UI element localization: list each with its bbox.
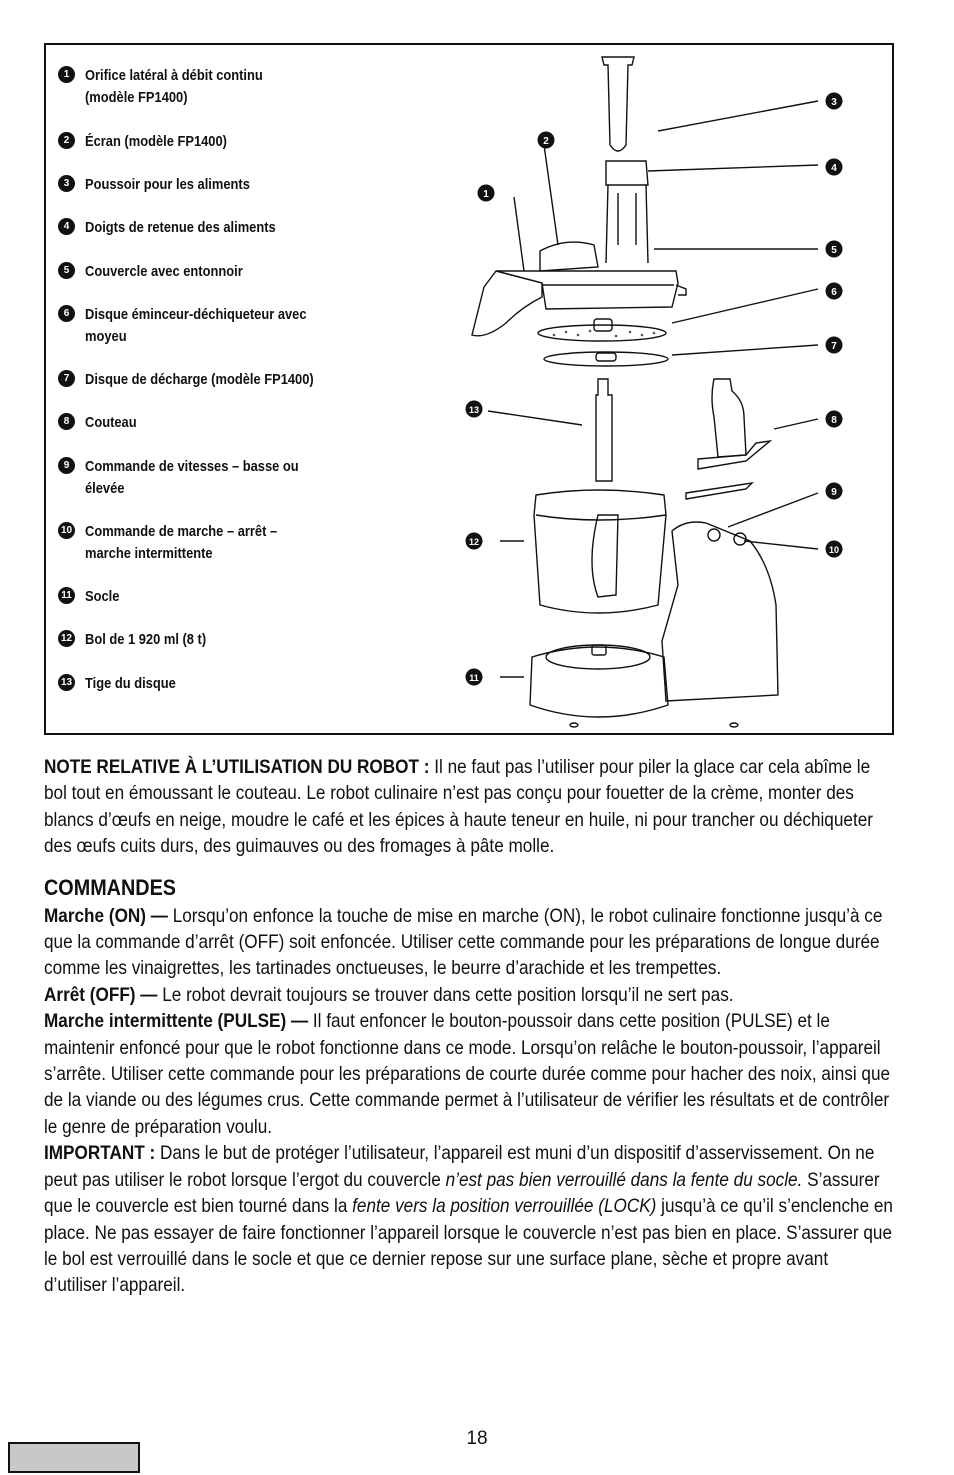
knife-part [712,379,746,457]
callout-12 [466,533,483,550]
controls-heading: COMMANDES [44,874,177,900]
part-number-badge: 4 [58,218,75,235]
screen-part [540,242,598,271]
part-item-5 [58,261,268,283]
part-item-7 [58,369,351,391]
part-item-10 [58,521,308,564]
callout-8 [826,411,843,428]
svg-text:13: 13 [468,405,480,415]
callout-markers [466,93,843,686]
important-text-3: jusqu’à ce qu’il s’enclenche en place. Ne pas essayer de faire fonctionner l’appareil lorsque le couvercle n’est pas bien en place. S’assurer que le bol est verrouillé dans le socle et que ce dernier repose sur une surface plane, sèche et propre avant d’utiliser l’appareil. [44,1195,893,1297]
slicing-disc-part [538,325,666,341]
important-title: IMPORTANT : [44,1142,156,1165]
part-number-badge: 7 [58,370,75,387]
part-label: Couvercle avec entonnoir [85,263,243,280]
part-number-badge: 10 [58,522,75,539]
part-item-11 [58,586,125,608]
part-label: Disque de décharge (modèle FP1400) [85,371,314,388]
ejector-disc-part [544,352,668,366]
part-item-13 [58,673,191,695]
part-label: Orifice latéral à débit continu (modèle FP1400) [85,67,263,106]
off-control-title: Arrêt (OFF) — [44,983,158,1006]
part-label: Disque éminceur-déchiqueteur avec moyeu [85,306,307,345]
part-label: Écran (modèle FP1400) [85,133,227,150]
callout-9 [826,483,843,500]
callout-6 [826,283,843,300]
bowl-part [534,490,666,613]
svg-text:6: 6 [831,287,837,298]
part-item-8 [58,412,145,434]
callout-3 [826,93,843,110]
svg-text:8: 8 [831,415,837,426]
svg-text:4: 4 [831,163,837,174]
important-text-2: S’assurer que le couvercle est bien tourné dans la [44,1168,880,1218]
side-chute-part [472,271,542,336]
svg-text:1: 1 [483,189,489,200]
part-item-3 [58,174,277,196]
part-label: Poussoir pour les aliments [85,176,250,193]
part-item-12 [58,629,226,651]
page-number: 18 [466,1428,488,1449]
svg-text:9: 9 [831,487,837,498]
disc-stem-part [596,379,612,481]
motor-housing-part [662,522,778,701]
part-label: Socle [85,588,120,605]
part-number-badge: 3 [58,175,75,192]
important-italic-2: fente vers la position verrouillée (LOCK) [352,1195,657,1218]
svg-text:7: 7 [831,341,837,352]
lid-part [496,271,678,309]
pulse-control-paragraph [44,1008,894,1140]
note-title: NOTE RELATIVE À L’UTILISATION DU ROBOT : [44,756,430,778]
note-body: Il ne faut pas l’utiliser pour piler la glace car cela abîme le bol tout en émoussant le couteau. Le robot culinaire n’est pas conçu pour fouetter de la crème, monter des blancs d’œufs en neige, moudre le café et les épices à haute teneur en huile, ni pour trancher ou déchiqueter des œufs cuits durs, des guimauves ou des fromages à pâte molle. [44,756,873,858]
part-label: Commande de marche – arrêt – marche intermittente [85,523,278,562]
part-number-badge: 11 [58,587,75,604]
part-label: Couteau [85,414,137,431]
off-control-body: Le robot devrait toujours se trouver dans cette position lorsqu’il ne sert pas. [157,983,734,1006]
pulse-control-title: Marche intermittente (PULSE) — [44,1010,309,1033]
food-pusher-part [602,57,634,151]
grey-tab-marker [8,1442,140,1473]
body-text [44,754,894,1299]
food-processor-diagram [446,45,892,733]
part-number-badge: 5 [58,262,75,279]
part-item-9 [58,456,333,499]
pulse-control-body: Il faut enfoncer le bouton-poussoir dans cette position (PULSE) et le maintenir enfoncé pour que le robot fonctionne dans ce mode. Lorsqu’on relâche le bouton-poussoir, l’appareil s’arrête. Utiliser cette commande pour les préparations de courte durée comme pour hacher des noix, ainsi que de la viande ou des légumes crus. Cette commande permet à l’utilisateur de vérifier les résultats et de contrôler le genre de préparation voulu. [44,1010,891,1138]
callout-7 [826,337,843,354]
important-italic-1: n’est pas bien verrouillé dans la fente du socle. [445,1168,803,1191]
part-item-2 [58,131,250,153]
on-control-body: Lorsqu’on enfonce la touche de mise en marche (ON), le robot culinaire fonctionne jusqu’à ce que la commande d’arrêt (OFF) soit enfoncée. Utiliser cette commande pour les préparations de longue durée comme les vinaigrettes, les tartinades onctueuses, le beurre d’arachide et les trempettes. [44,904,883,980]
callout-2 [538,132,555,149]
part-number-badge: 1 [58,66,75,83]
part-label: Bol de 1 920 ml (8 t) [85,631,207,648]
off-control-paragraph [44,982,894,1008]
callout-11 [466,669,483,686]
part-label: Doigts de retenue des aliments [85,219,276,236]
parts-figure [44,43,894,735]
callout-5 [826,241,843,258]
callout-4 [826,159,843,176]
callout-1 [478,185,495,202]
part-number-badge: 9 [58,457,75,474]
feed-tube-part [606,161,648,185]
part-item-1 [58,65,292,108]
on-control-title: Marche (ON) — [44,904,168,927]
part-item-6 [58,304,343,347]
part-number-badge: 6 [58,305,75,322]
part-number-badge: 8 [58,413,75,430]
callout-13 [466,401,483,418]
important-text-1: Dans le but de protéger l’utilisateur, l’appareil est muni d’un dispositif d’asservissement. On ne peut pas utiliser le robot lorsque l’ergot du couvercle [44,1142,875,1191]
part-number-badge: 13 [58,674,75,691]
svg-text:5: 5 [831,245,837,256]
svg-text:10: 10 [828,545,840,555]
important-paragraph [44,1140,894,1298]
part-number-badge: 12 [58,630,75,647]
usage-note [44,754,894,860]
svg-text:11: 11 [469,673,479,683]
svg-text:3: 3 [831,97,837,108]
callout-10 [826,541,843,558]
svg-text:2: 2 [543,136,549,147]
part-label: Tige du disque [85,675,176,692]
part-label: Commande de vitesses – basse ou élevée [85,458,299,497]
part-item-4 [58,217,307,239]
base-part [530,647,668,717]
svg-text:12: 12 [468,537,480,547]
part-number-badge: 2 [58,132,75,149]
on-control-paragraph [44,903,894,982]
